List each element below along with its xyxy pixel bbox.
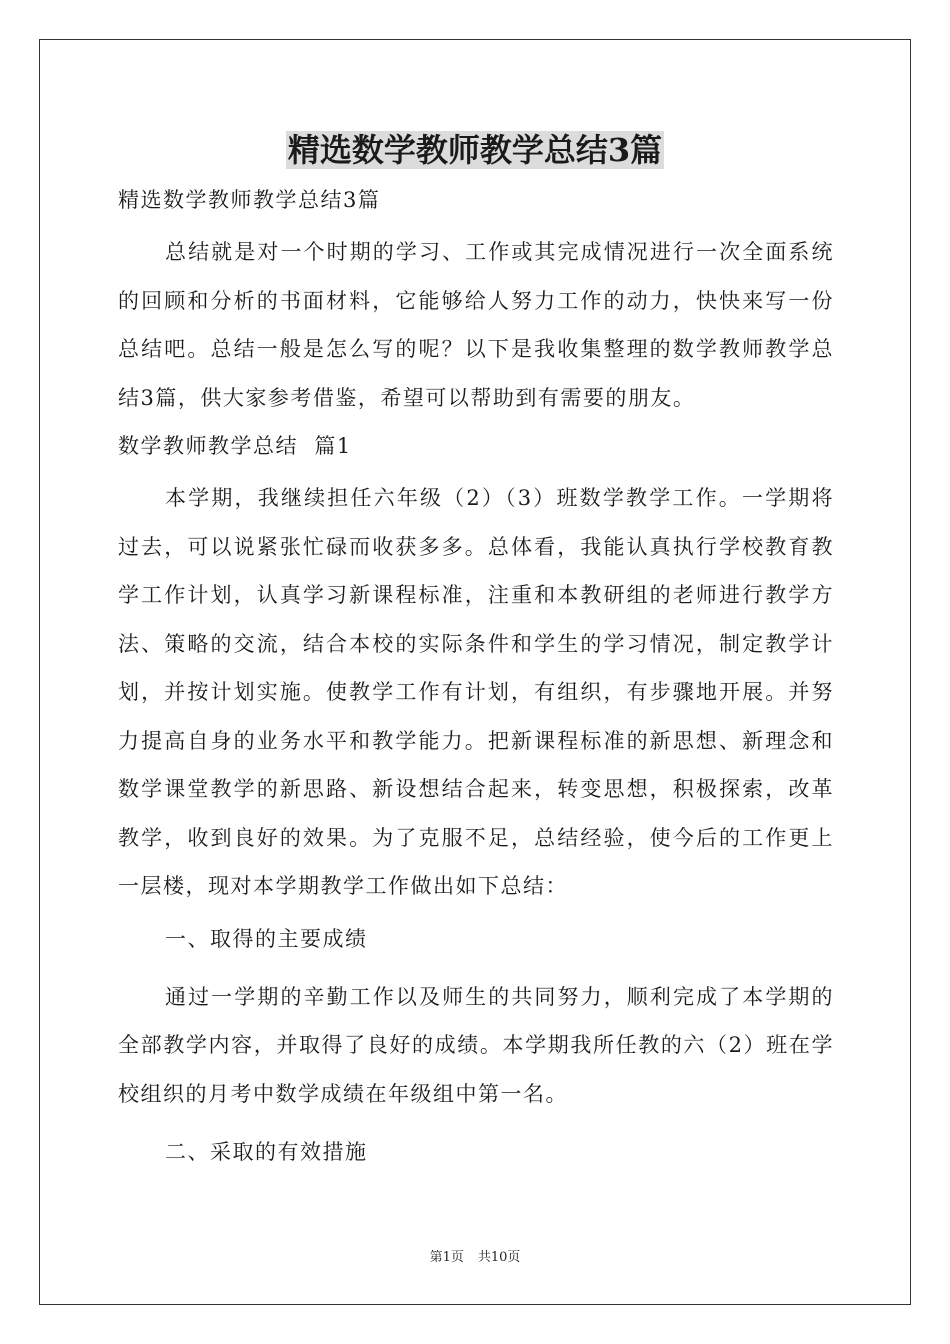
document-body (118, 176, 834, 1176)
page-total: 共10页 (477, 1250, 521, 1265)
body-paragraph-1: 本学期，我继续担任六年级（2）（3）班数学教学工作。一学期将过去，可以说紧张忙碌而收获多多。总体看，我能认真执行学校教育教学工作计划，认真学习新课程标准，注重和本教研组的老师进行教学方法、策略的交流，结合本校的实际条件和学生的学习情况，制定教学计划，并按计划实施。使教学工作有计划，有组织，有步骤地开展。并努力提高自身的业务水平和教学能力。把新课程标准的新思想、新理念和数学课堂教学的新思路、新设想结合起来，转变思想，积极探索，改革教学，收到良好的效果。为了克服不足，总结经验，使今后的工作更上一层楼，现对本学期教学工作做出如下总结： (118, 486, 834, 898)
intro-paragraph: 总结就是对一个时期的学习、工作或其完成情况进行一次全面系统的回顾和分析的书面材料，它能够给人努力工作的动力，快快来写一份总结吧。总结一般是怎么写的呢？以下是我收集整理的数学教师教学总结3篇，供大家参考借鉴，希望可以帮助到有需要的朋友。 (118, 240, 834, 410)
body-paragraph-2: 通过一学期的辛勤工作以及师生的共同努力，顺利完成了本学期的全部教学内容，并取得了良好的成绩。本学期我所任教的六（2）班在学校组织的月考中数学成绩在年级组中第一名。 (118, 984, 834, 1106)
page-footer (0, 1246, 950, 1265)
page-number: 第1页 (429, 1250, 464, 1265)
section-heading: 数学教师教学总结 篇1 (118, 434, 352, 458)
subheading-achievements: 一、取得的主要成绩 (165, 926, 368, 951)
document-subtitle: 精选数学教师教学总结3篇 (118, 188, 381, 212)
subheading-measures: 二、采取的有效措施 (165, 1140, 368, 1164)
document-title: 精选数学教师教学总结3篇 (287, 131, 663, 169)
